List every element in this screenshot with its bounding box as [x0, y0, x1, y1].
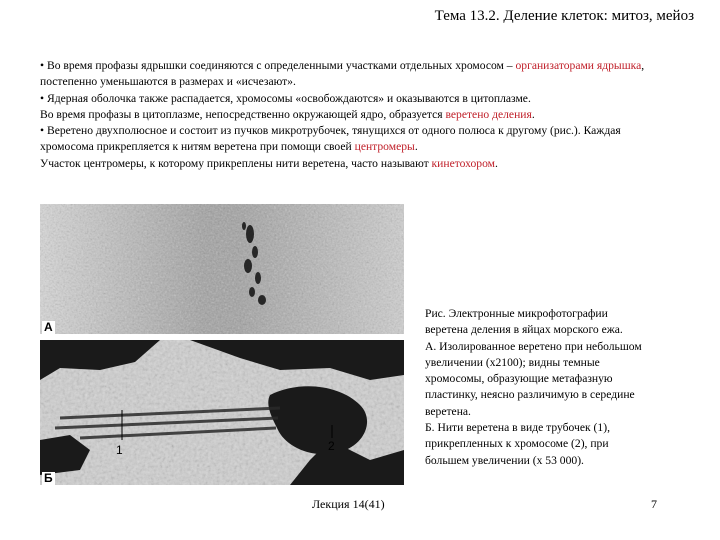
body-text	[40, 58, 670, 172]
term-kinetochore: кинетохором	[431, 156, 496, 170]
slide-title: Тема 13.2. Деление клеток: митоз, мейоз	[434, 8, 694, 24]
caption-line: прикрепленных к хромосоме (2), при	[425, 437, 609, 451]
term-nucleolus-organizers: организаторами ядрышка	[515, 59, 642, 72]
term-division-spindle: веретено деления	[445, 107, 532, 121]
figure-caption	[425, 306, 693, 469]
caption-line: веретена деления в яйцах морского ежа.	[425, 323, 623, 337]
paragraph-kinetochore: Участок центромеры, к которому прикреплены нити веретена, часто называют кинетохором.	[40, 156, 498, 170]
paragraph-spindle-formation: Во время профазы в цитоплазме, непосредственно окружающей ядро, образуется веретено деления.	[40, 107, 535, 121]
paragraph-nucleoli: • Во время профазы ядрышки соединяются с определенными участками отдельных хромосом – организаторами ядрышка, постепенно уменьшаются в размерах и «исчезают».	[40, 59, 645, 89]
micrograph-b-image	[40, 340, 404, 485]
caption-line: Б. Нити веретена в виде трубочек (1),	[425, 421, 610, 435]
term-centromere: центромеры	[354, 140, 415, 154]
caption-line: хромосомы, образующие метафазную	[425, 372, 613, 386]
micrograph-a	[40, 204, 404, 334]
page-number: 7	[651, 497, 657, 511]
micrograph-a-image	[40, 204, 404, 334]
caption-line: веретена.	[425, 404, 471, 418]
micrograph-b	[40, 340, 404, 485]
marker-tubules: 1	[116, 443, 123, 457]
marker-chromosome: 2	[328, 439, 335, 453]
caption-line: пластинку, неясно различимую в середине	[425, 388, 635, 402]
caption-line: большем увеличении (х 53 000).	[425, 453, 584, 467]
caption-line: А. Изолированное веретено при небольшом	[425, 339, 642, 353]
caption-line: Рис. Электронные микрофотографии	[425, 307, 608, 320]
lecture-footer: Лекция 14(41)	[312, 497, 385, 511]
paragraph-spindle-structure: • Веретено двухполюсное и состоит из пучков микротрубочек, тянущихся от одного полюса к другому (рис.). Каждая хромосома прикрепляется к нитям веретена при помощи своей центромеры.	[40, 124, 621, 154]
figure-b-label: Б	[44, 471, 53, 485]
paragraph-nuclear-envelope: • Ядерная оболочка также распадается, хромосомы «освобождаются» и оказываются в цитоплазме.	[40, 91, 531, 105]
caption-line: увеличении (х2100); видны темные	[425, 355, 600, 369]
figure-a-label: А	[44, 320, 53, 334]
